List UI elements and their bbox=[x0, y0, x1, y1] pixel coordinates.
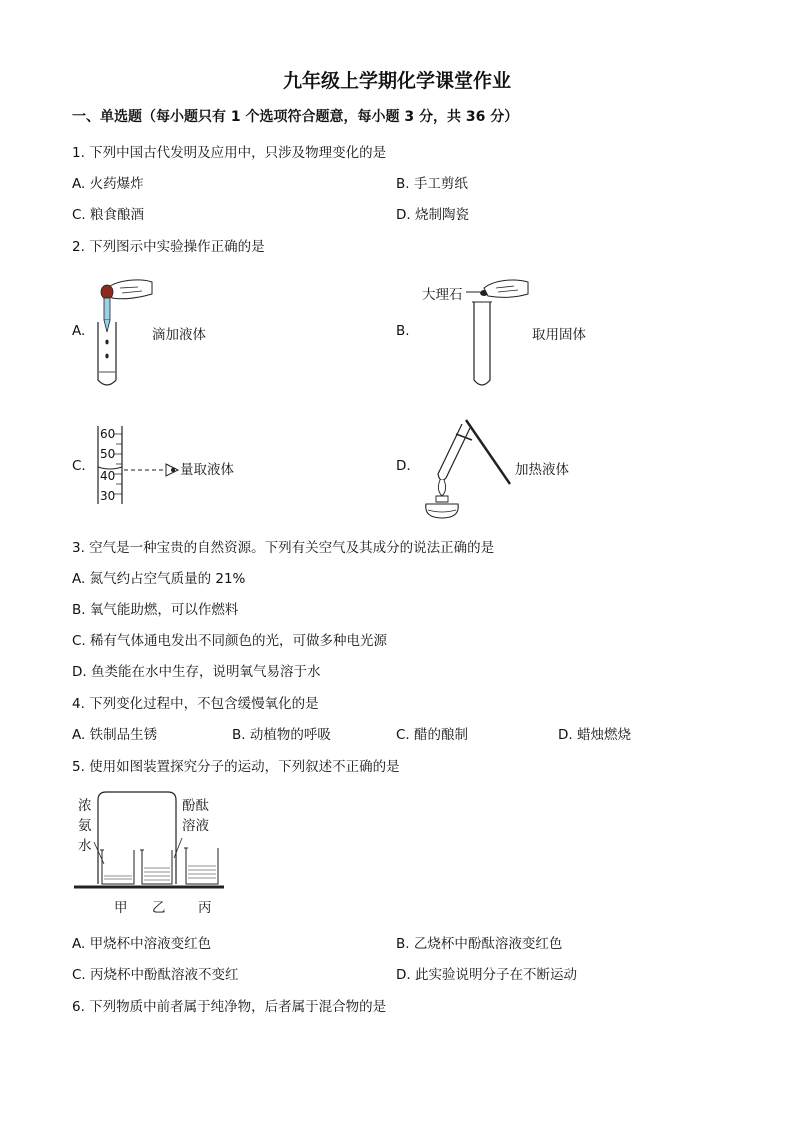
q4-option-d: D. 蜡烛燃烧 bbox=[558, 727, 631, 743]
question-2-stem: 2. 下列图示中实验操作正确的是 bbox=[72, 239, 265, 255]
phenolphthalein-label-1: 酚酞 bbox=[182, 798, 209, 814]
q1-option-c: C. 粮食酿酒 bbox=[72, 207, 145, 223]
q4-option-a: A. 铁制品生锈 bbox=[72, 727, 158, 743]
page-title: 九年级上学期化学课堂作业 bbox=[282, 70, 511, 92]
q2-caption-c: 量取液体 bbox=[180, 462, 234, 478]
beaker-apparatus-figure bbox=[72, 788, 232, 918]
marble-label: 大理石 bbox=[422, 287, 463, 303]
question-5-stem: 5. 使用如图装置探究分子的运动，下列叙述不正确的是 bbox=[72, 759, 400, 775]
q5-option-a: A. 甲烧杯中溶液变红色 bbox=[72, 936, 212, 952]
q5-option-c: C. 丙烧杯中酚酞溶液不变红 bbox=[72, 967, 239, 983]
section-heading: 一、单选题（每小题只有 1 个选项符合题意，每小题 3 分，共 36 分） bbox=[72, 109, 519, 125]
q2-caption-d: 加热液体 bbox=[515, 462, 569, 478]
q1-option-d: D. 烧制陶瓷 bbox=[396, 207, 469, 223]
ammonia-label-3: 水 bbox=[78, 838, 92, 854]
test-tube-figure bbox=[464, 276, 534, 394]
q3-option-c: C. 稀有气体通电发出不同颜色的光，可做多种电光源 bbox=[72, 633, 388, 649]
question-4-stem: 4. 下列变化过程中，不包含缓慢氧化的是 bbox=[72, 696, 319, 712]
q3-option-b: B. 氧气能助燃，可以作燃料 bbox=[72, 602, 239, 618]
q3-option-d: D. 鱼类能在水中生存，说明氧气易溶于水 bbox=[72, 664, 321, 680]
q2-letter-b: B. bbox=[396, 323, 410, 339]
q2-caption-b: 取用固体 bbox=[532, 327, 586, 343]
phenolphthalein-label-2: 溶液 bbox=[182, 818, 209, 834]
question-1-stem: 1. 下列中国古代发明及应用中，只涉及物理变化的是 bbox=[72, 145, 387, 161]
q2-letter-c: C. bbox=[72, 458, 86, 474]
q1-option-b: B. 手工剪纸 bbox=[396, 176, 468, 192]
q3-option-a: A. 氮气约占空气质量的 21% bbox=[72, 571, 246, 587]
q2-letter-a: A. bbox=[72, 323, 86, 339]
ammonia-label-1: 浓 bbox=[78, 798, 92, 814]
beaker-label-bing: 丙 bbox=[198, 900, 212, 916]
q5-option-d: D. 此实验说明分子在不断运动 bbox=[396, 967, 577, 983]
heating-figure bbox=[414, 414, 514, 520]
question-6-stem: 6. 下列物质中前者属于纯净物，后者属于混合物的是 bbox=[72, 999, 387, 1015]
q1-option-a: A. 火药爆炸 bbox=[72, 176, 144, 192]
cylinder-tick-30: 30 bbox=[100, 489, 116, 503]
q4-option-b: B. 动植物的呼吸 bbox=[232, 727, 331, 743]
cylinder-tick-50: 50 bbox=[100, 447, 116, 461]
q2-letter-d: D. bbox=[396, 458, 411, 474]
cylinder-tick-40: 40 bbox=[100, 469, 116, 483]
q2-caption-a: 滴加液体 bbox=[152, 327, 206, 343]
beaker-label-jia: 甲 bbox=[114, 900, 128, 916]
cylinder-tick-60: 60 bbox=[100, 427, 116, 441]
question-3-stem: 3. 空气是一种宝贵的自然资源。下列有关空气及其成分的说法正确的是 bbox=[72, 540, 495, 556]
q5-option-b: B. 乙烧杯中酚酞溶液变红色 bbox=[396, 936, 563, 952]
beaker-label-yi: 乙 bbox=[152, 900, 166, 916]
ammonia-label-2: 氨 bbox=[78, 818, 92, 834]
cylinder-figure bbox=[94, 424, 184, 506]
q4-option-c: C. 醋的酿制 bbox=[396, 727, 469, 743]
